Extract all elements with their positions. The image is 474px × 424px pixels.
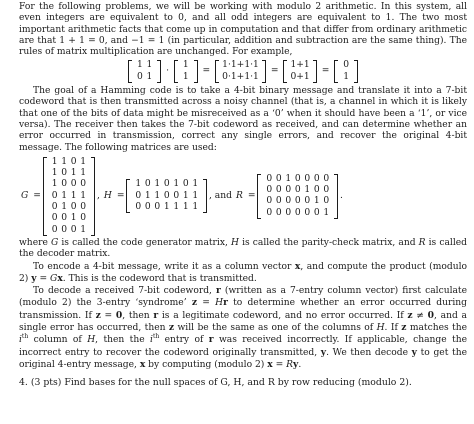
matrix-entry: 0 xyxy=(144,202,151,213)
matrix-entry: 0 xyxy=(51,190,58,201)
matrix-row xyxy=(264,174,331,185)
matrix-row xyxy=(50,179,88,190)
matrix-entry: 0 xyxy=(51,202,58,213)
parity-check-matrix-h xyxy=(126,179,207,213)
matrix-entry: 0 xyxy=(285,207,292,218)
matrix-entry: 0 xyxy=(173,190,180,201)
matrix-entry: 1 xyxy=(313,196,320,207)
matrix-entry: 0 xyxy=(135,202,142,213)
matrix-entry: 1 xyxy=(173,179,180,190)
matrix-entry: 1 xyxy=(70,168,77,179)
matrix-entry: 1 xyxy=(192,190,199,201)
matrix-entry: 1·1+1·1 xyxy=(222,60,259,71)
matrix-entry: 1 xyxy=(146,60,153,71)
matrix-row xyxy=(181,72,191,83)
matrix-row xyxy=(133,202,200,213)
matrix-entry: 0 xyxy=(323,173,330,184)
equals-sign: = xyxy=(33,190,41,201)
matrix-entry: 1 xyxy=(163,202,170,213)
right-bracket xyxy=(262,60,266,83)
hamming-goal-paragraph: The goal of a Hamming code is to take a 4-bit binary message and translate it into a 7-bit codeword that is then transmitted across a noisy channel (that is, a channel in which it is likely that one of the bits of data might be misreceived as a ‘0’ when it should have been a ‘1’, or vice versa). The receiver then takes the 7-bit codeword as received, and can determine whether an error occurred in transmission, correct any single errors, and recover the original 4-bit message. The following matrices are used: xyxy=(19,86,467,153)
matrix-row xyxy=(133,179,200,190)
matrix-row xyxy=(50,168,88,179)
period: . xyxy=(339,190,343,201)
matrix-entry: 1 xyxy=(192,179,199,190)
matrix-entry: 0 xyxy=(294,185,301,196)
matrix-row xyxy=(50,225,88,236)
example-expanded-product xyxy=(215,60,266,83)
matrix-entry: 1 xyxy=(51,179,58,190)
matrix-entry: 0 xyxy=(61,213,68,224)
matrix-entry: 0 xyxy=(70,156,77,167)
matrix-entry: 1 xyxy=(61,202,68,213)
matrix-row xyxy=(50,157,88,168)
matrix-entry: 1 xyxy=(144,190,151,201)
matrix-entry: 1 xyxy=(61,156,68,167)
matrix-entry: 0 xyxy=(266,173,273,184)
matrix-entry: 1 xyxy=(80,190,87,201)
decoder-matrix-r xyxy=(257,174,338,219)
matrix-entry: 1 xyxy=(182,202,189,213)
matrix-entry: 0 xyxy=(266,196,273,207)
matrix-entry: 0 xyxy=(275,173,282,184)
matrix-entry: 1 xyxy=(70,213,77,224)
matrix-entry: 0 xyxy=(266,185,273,196)
matrix-entry: 0 xyxy=(285,196,292,207)
right-bracket xyxy=(313,60,317,83)
matrix-entry: 0 xyxy=(144,179,151,190)
matrix-entry: 1 xyxy=(136,60,143,71)
encode-paragraph: To encode a 4-bit message, write it as a column vector x, and compute the product (modulo 2) y = Gx. This is the codeword that is transmitted. xyxy=(19,260,467,284)
matrix-entry: 0 xyxy=(343,60,350,71)
matrix-entry: 1 xyxy=(182,60,189,71)
example-vector-b xyxy=(174,60,198,83)
matrix-entry: 1 xyxy=(135,179,142,190)
matrix-entry: 1 xyxy=(146,71,153,82)
matrix-entry: 0 xyxy=(70,179,77,190)
comma: , xyxy=(96,190,100,201)
matrix-entry: 0 xyxy=(163,190,170,201)
matrix-entry: 0 xyxy=(313,185,320,196)
matrix-entry: 0 xyxy=(70,224,77,235)
matrix-row xyxy=(341,72,351,83)
matrix-entry: 1 xyxy=(80,224,87,235)
matrix-row xyxy=(264,185,331,196)
matrix-row xyxy=(264,208,331,219)
matrix-entry: 1 xyxy=(285,173,292,184)
matrix-entry: 0·1+1·1 xyxy=(222,71,259,82)
matrix-row xyxy=(135,60,154,71)
matrix-entry: 0 xyxy=(80,179,87,190)
matrix-entry: 0 xyxy=(154,202,161,213)
matrix-entry: 0 xyxy=(51,213,58,224)
matrix-row xyxy=(135,72,154,83)
right-bracket xyxy=(157,60,161,83)
matrix-entry: 0 xyxy=(294,207,301,218)
matrix-entry: 0 xyxy=(313,173,320,184)
matrix-row xyxy=(290,60,309,71)
example-result-vector xyxy=(334,60,358,83)
equals-sign: = xyxy=(321,66,330,77)
right-bracket xyxy=(194,60,198,83)
matrix-entry: 1 xyxy=(192,202,199,213)
equals-sign: = xyxy=(247,190,256,201)
matrix-entry: 0 xyxy=(275,196,282,207)
matrix-entry: 0 xyxy=(285,185,292,196)
matrix-entry: 1 xyxy=(323,207,330,218)
matrix-entry: 1 xyxy=(80,168,87,179)
matrix-entry: 0 xyxy=(61,168,68,179)
matrix-entry: 0 xyxy=(135,190,142,201)
matrix-entry: 0 xyxy=(61,179,68,190)
equals-sign: = xyxy=(270,66,279,77)
matrix-row xyxy=(290,72,309,83)
g-label: G xyxy=(21,190,29,201)
matrix-entry: 1 xyxy=(343,71,350,82)
matrix-definitions-paragraph: where G is called the code generator matrix, H is called the parity-check matrix, and R is called the decoder matrix. xyxy=(19,237,467,260)
matrix-entry: 0 xyxy=(163,179,170,190)
matrix-entry: 0 xyxy=(51,224,58,235)
matrix-entry: 0 xyxy=(70,202,77,213)
matrix-entry: 1 xyxy=(61,190,68,201)
matrix-entry: 0 xyxy=(275,185,282,196)
matrix-entry: 0 xyxy=(294,196,301,207)
r-label: R xyxy=(235,190,243,201)
matrix-entry: 1 xyxy=(51,156,58,167)
intro-paragraph: For the following problems, we will be working with modulo 2 arithmetic. In this system, all even integers are equivalent to 0, and all odd integers are equivalent to 1. The two most important arithmetic facts that come up in computation and that differ from ordinary arithmetic are that 1 + 1 = 0, and −1 = 1 (in particular, addition and subtraction are the same thing). The rules of matrix multiplication are unchanged. For example, xyxy=(19,2,467,58)
equals-sign: = xyxy=(202,66,211,77)
matrix-entry: 0 xyxy=(136,71,143,82)
matrix-entry: 0 xyxy=(304,173,311,184)
matrix-entry: 1 xyxy=(182,71,189,82)
right-bracket xyxy=(354,60,358,83)
matrix-entry: 1 xyxy=(80,156,87,167)
matrix-entry: 0 xyxy=(304,207,311,218)
matrix-entry: 1 xyxy=(154,179,161,190)
matrix-entry: 0 xyxy=(323,196,330,207)
h-label: H xyxy=(103,190,112,201)
matrix-row xyxy=(181,60,191,71)
matrix-row xyxy=(222,72,259,83)
matrix-entry: 1 xyxy=(51,168,58,179)
matrix-entry: 1 xyxy=(304,185,311,196)
matrix-entry: 0 xyxy=(80,202,87,213)
matrix-entry: 0 xyxy=(304,196,311,207)
example-sum-vector xyxy=(283,60,316,83)
matrices-equation xyxy=(19,157,467,236)
matrix-entry: 1 xyxy=(173,202,180,213)
matrix-entry: 0 xyxy=(294,173,301,184)
example-equation xyxy=(19,60,467,83)
matrix-row xyxy=(133,191,200,202)
matrix-entry: 0 xyxy=(61,224,68,235)
matrix-entry: 0+1 xyxy=(290,71,310,82)
matrix-entry: 0 xyxy=(323,185,330,196)
matrix-row xyxy=(50,191,88,202)
matrix-row xyxy=(50,213,88,224)
dot-operator: · xyxy=(166,66,169,77)
question-4: 4. (3 pts) Find bases for the null spaces of G, H, and R by row reducing (modulo 2). xyxy=(19,377,412,388)
matrix-row xyxy=(341,60,351,71)
matrix-row xyxy=(264,196,331,207)
matrix-row xyxy=(222,60,259,71)
and-text: , and xyxy=(208,190,232,201)
matrix-entry: 1 xyxy=(70,190,77,201)
matrix-entry: 1+1 xyxy=(290,60,310,71)
equals-sign: = xyxy=(116,190,125,201)
matrix-entry: 1 xyxy=(182,190,189,201)
generator-matrix-g xyxy=(43,157,95,236)
matrix-entry: 0 xyxy=(275,207,282,218)
decode-paragraph: To decode a received 7-bit codeword, r (written as a 7-entry column vector) first calculate (modulo 2) the 3-entry ‘syndrome’ z = Hr to determine whether an error occurred during transmission. If z = 0, then r is a legitimate codeword, and no error occurred. If z ≠ 0, and a single error has occurred, then z will be the same as one of the columns of H. If z matches the $i^{th}$ column of H, then the $i^{th}$ entry of r was received incorrectly. If applicable, change the incorrect entry to recover the codeword originally transmitted, y. We then decode y to get the original 4-entry message, x by computing (modulo 2) x = Ry. xyxy=(19,285,468,370)
matrix-entry: 0 xyxy=(80,213,87,224)
matrix-entry: 1 xyxy=(154,190,161,201)
example-matrix-a xyxy=(128,60,161,83)
matrix-entry: 0 xyxy=(182,179,189,190)
matrix-row xyxy=(50,202,88,213)
matrix-entry: 0 xyxy=(266,207,273,218)
matrix-entry: 0 xyxy=(313,207,320,218)
